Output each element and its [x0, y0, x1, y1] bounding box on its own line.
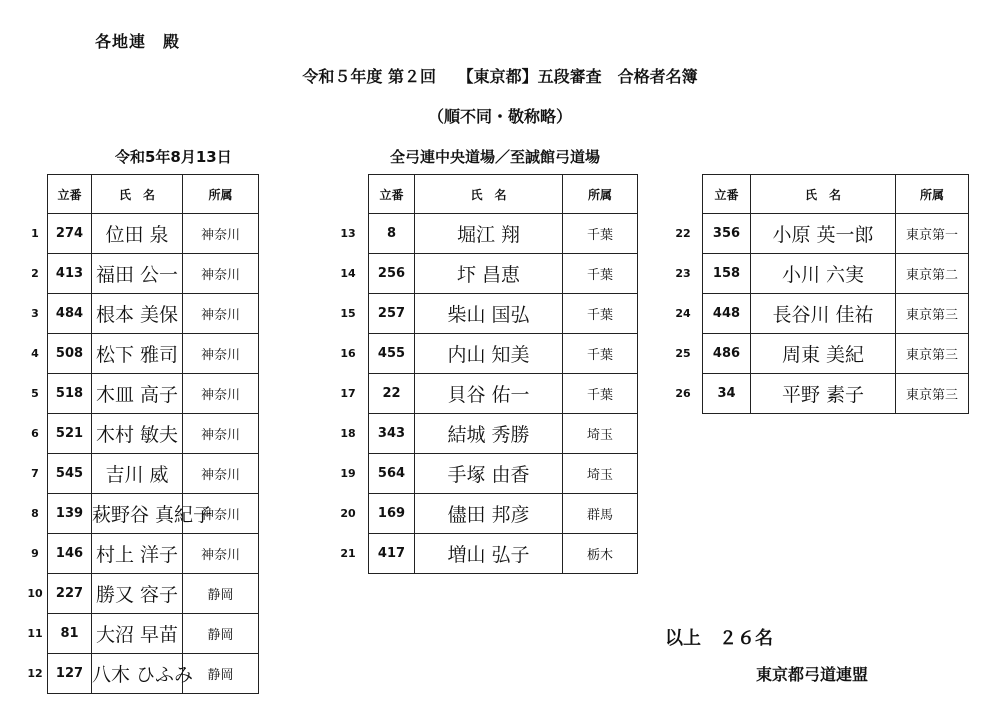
entry-name: 根本 美保 [92, 294, 183, 334]
row-index: 18 [340, 427, 356, 440]
row-index: 25 [675, 347, 691, 360]
entry-affiliation: 東京第三 [896, 294, 969, 334]
entry-affiliation: 群馬 [563, 494, 638, 534]
table-row [48, 294, 259, 334]
table-row [48, 494, 259, 534]
column-header-number: 立番 [48, 175, 92, 214]
row-index: 9 [31, 547, 39, 560]
table-row [703, 214, 969, 254]
row-index: 14 [340, 267, 356, 280]
table-row [369, 374, 638, 414]
entry-affiliation: 神奈川 [183, 494, 259, 534]
entry-name: 福田 公一 [92, 254, 183, 294]
entry-affiliation: 千葉 [563, 214, 638, 254]
entry-name: 柴山 国弘 [415, 294, 563, 334]
table-row [369, 454, 638, 494]
entry-number: 413 [48, 254, 92, 294]
entry-number: 146 [48, 534, 92, 574]
column-header-affiliation: 所属 [563, 175, 638, 214]
entry-number: 343 [369, 414, 415, 454]
column-header-name: 氏 名 [415, 175, 563, 214]
roster-table-3 [702, 174, 969, 414]
entry-affiliation: 神奈川 [183, 414, 259, 454]
table-row [48, 534, 259, 574]
table-row [369, 294, 638, 334]
entry-name: 儘田 邦彦 [415, 494, 563, 534]
row-index: 6 [31, 427, 39, 440]
entry-number: 455 [369, 334, 415, 374]
entry-number: 257 [369, 294, 415, 334]
table-row [48, 374, 259, 414]
entry-number: 564 [369, 454, 415, 494]
entry-number: 274 [48, 214, 92, 254]
row-index: 4 [31, 347, 39, 360]
entry-number: 545 [48, 454, 92, 494]
row-index: 20 [340, 507, 356, 520]
entry-affiliation: 埼玉 [563, 414, 638, 454]
table-row [369, 214, 638, 254]
table-row [369, 534, 638, 574]
entry-name: 八木 ひふみ [92, 654, 183, 694]
entry-number: 484 [48, 294, 92, 334]
entry-number: 8 [369, 214, 415, 254]
entry-affiliation: 東京第一 [896, 214, 969, 254]
entry-name: 内山 知美 [415, 334, 563, 374]
column-header-name: 氏 名 [751, 175, 896, 214]
entry-affiliation: 静岡 [183, 654, 259, 694]
entry-affiliation: 東京第三 [896, 334, 969, 374]
entry-number: 81 [48, 614, 92, 654]
entry-number: 158 [703, 254, 751, 294]
entry-affiliation: 静岡 [183, 574, 259, 614]
roster-table-1 [47, 174, 259, 694]
entry-name: 結城 秀勝 [415, 414, 563, 454]
entry-name: 平野 素子 [751, 374, 896, 414]
row-index: 21 [340, 547, 356, 560]
entry-affiliation: 栃木 [563, 534, 638, 574]
column-header-affiliation: 所属 [183, 175, 259, 214]
entry-number: 486 [703, 334, 751, 374]
row-index: 3 [31, 307, 39, 320]
entry-name: 貝谷 佑一 [415, 374, 563, 414]
row-index: 16 [340, 347, 356, 360]
entry-number: 518 [48, 374, 92, 414]
document-title: 令和５年度 第２回 【東京都】五段審査 合格者名簿 [302, 67, 698, 86]
row-index: 22 [675, 227, 691, 240]
row-index: 19 [340, 467, 356, 480]
entry-affiliation: 神奈川 [183, 534, 259, 574]
total-count: 以上 ２６名 [665, 628, 773, 649]
table-row [48, 414, 259, 454]
table-row [703, 294, 969, 334]
entry-name: 手塚 由香 [415, 454, 563, 494]
entry-number: 356 [703, 214, 751, 254]
column-header-number: 立番 [703, 175, 751, 214]
entry-affiliation: 神奈川 [183, 214, 259, 254]
entry-affiliation: 神奈川 [183, 294, 259, 334]
table-row [369, 414, 638, 454]
entry-number: 22 [369, 374, 415, 414]
row-index: 8 [31, 507, 39, 520]
table-row [369, 334, 638, 374]
entry-name: 位田 泉 [92, 214, 183, 254]
entry-affiliation: 東京第二 [896, 254, 969, 294]
entry-affiliation: 神奈川 [183, 334, 259, 374]
entry-name: 村上 洋子 [92, 534, 183, 574]
column-header-number: 立番 [369, 175, 415, 214]
addressee: 各地連 殿 [95, 32, 181, 51]
entry-affiliation: 東京第三 [896, 374, 969, 414]
entry-name: 長谷川 佳祐 [751, 294, 896, 334]
entry-name: 小川 六実 [751, 254, 896, 294]
table-row [48, 654, 259, 694]
row-index: 10 [27, 587, 43, 600]
exam-date: 令和5年8月13日 [115, 148, 232, 166]
table-row [48, 614, 259, 654]
table-row [369, 254, 638, 294]
table-header-row [48, 175, 259, 214]
exam-venue: 全弓連中央道場／至誠館弓道場 [390, 148, 601, 166]
entry-affiliation: 千葉 [563, 294, 638, 334]
entry-name: 萩野谷 真紀子 [92, 494, 183, 534]
entry-number: 139 [48, 494, 92, 534]
row-index: 24 [675, 307, 691, 320]
entry-name: 松下 雅司 [92, 334, 183, 374]
entry-affiliation: 静岡 [183, 614, 259, 654]
row-index: 11 [27, 627, 43, 640]
entry-name: 増山 弘子 [415, 534, 563, 574]
organization-name: 東京都弓道連盟 [756, 665, 869, 684]
table-row [48, 214, 259, 254]
entry-affiliation: 千葉 [563, 374, 638, 414]
roster-table-2 [368, 174, 638, 574]
entry-name: 小原 英一郎 [751, 214, 896, 254]
row-index: 5 [31, 387, 39, 400]
column-header-affiliation: 所属 [896, 175, 969, 214]
row-index: 2 [31, 267, 39, 280]
row-index: 17 [340, 387, 356, 400]
entry-number: 34 [703, 374, 751, 414]
entry-number: 127 [48, 654, 92, 694]
table-row [48, 334, 259, 374]
entry-number: 256 [369, 254, 415, 294]
entry-affiliation: 神奈川 [183, 254, 259, 294]
entry-number: 227 [48, 574, 92, 614]
table-row [703, 254, 969, 294]
row-index: 13 [340, 227, 356, 240]
table-row [703, 374, 969, 414]
table-row [369, 494, 638, 534]
entry-number: 448 [703, 294, 751, 334]
entry-affiliation: 神奈川 [183, 374, 259, 414]
entry-name: 周東 美紀 [751, 334, 896, 374]
row-index: 26 [675, 387, 691, 400]
table-row [703, 334, 969, 374]
row-index: 7 [31, 467, 39, 480]
column-header-name: 氏 名 [92, 175, 183, 214]
entry-affiliation: 埼玉 [563, 454, 638, 494]
row-index: 12 [27, 667, 43, 680]
table-header-row [703, 175, 969, 214]
entry-number: 508 [48, 334, 92, 374]
entry-number: 169 [369, 494, 415, 534]
row-index: 1 [31, 227, 39, 240]
table-row [48, 254, 259, 294]
row-index: 23 [675, 267, 691, 280]
table-row [48, 454, 259, 494]
entry-name: 木村 敏夫 [92, 414, 183, 454]
table-row [48, 574, 259, 614]
table-header-row [369, 175, 638, 214]
entry-affiliation: 千葉 [563, 254, 638, 294]
row-index: 15 [340, 307, 356, 320]
entry-name: 木皿 高子 [92, 374, 183, 414]
entry-affiliation: 神奈川 [183, 454, 259, 494]
entry-number: 521 [48, 414, 92, 454]
entry-name: 吉川 威 [92, 454, 183, 494]
entry-name: 大沼 早苗 [92, 614, 183, 654]
entry-number: 417 [369, 534, 415, 574]
entry-name: 圷 昌恵 [415, 254, 563, 294]
document-subtitle: （順不同・敬称略） [427, 107, 572, 126]
entry-name: 堀江 翔 [415, 214, 563, 254]
entry-name: 勝又 容子 [92, 574, 183, 614]
entry-affiliation: 千葉 [563, 334, 638, 374]
